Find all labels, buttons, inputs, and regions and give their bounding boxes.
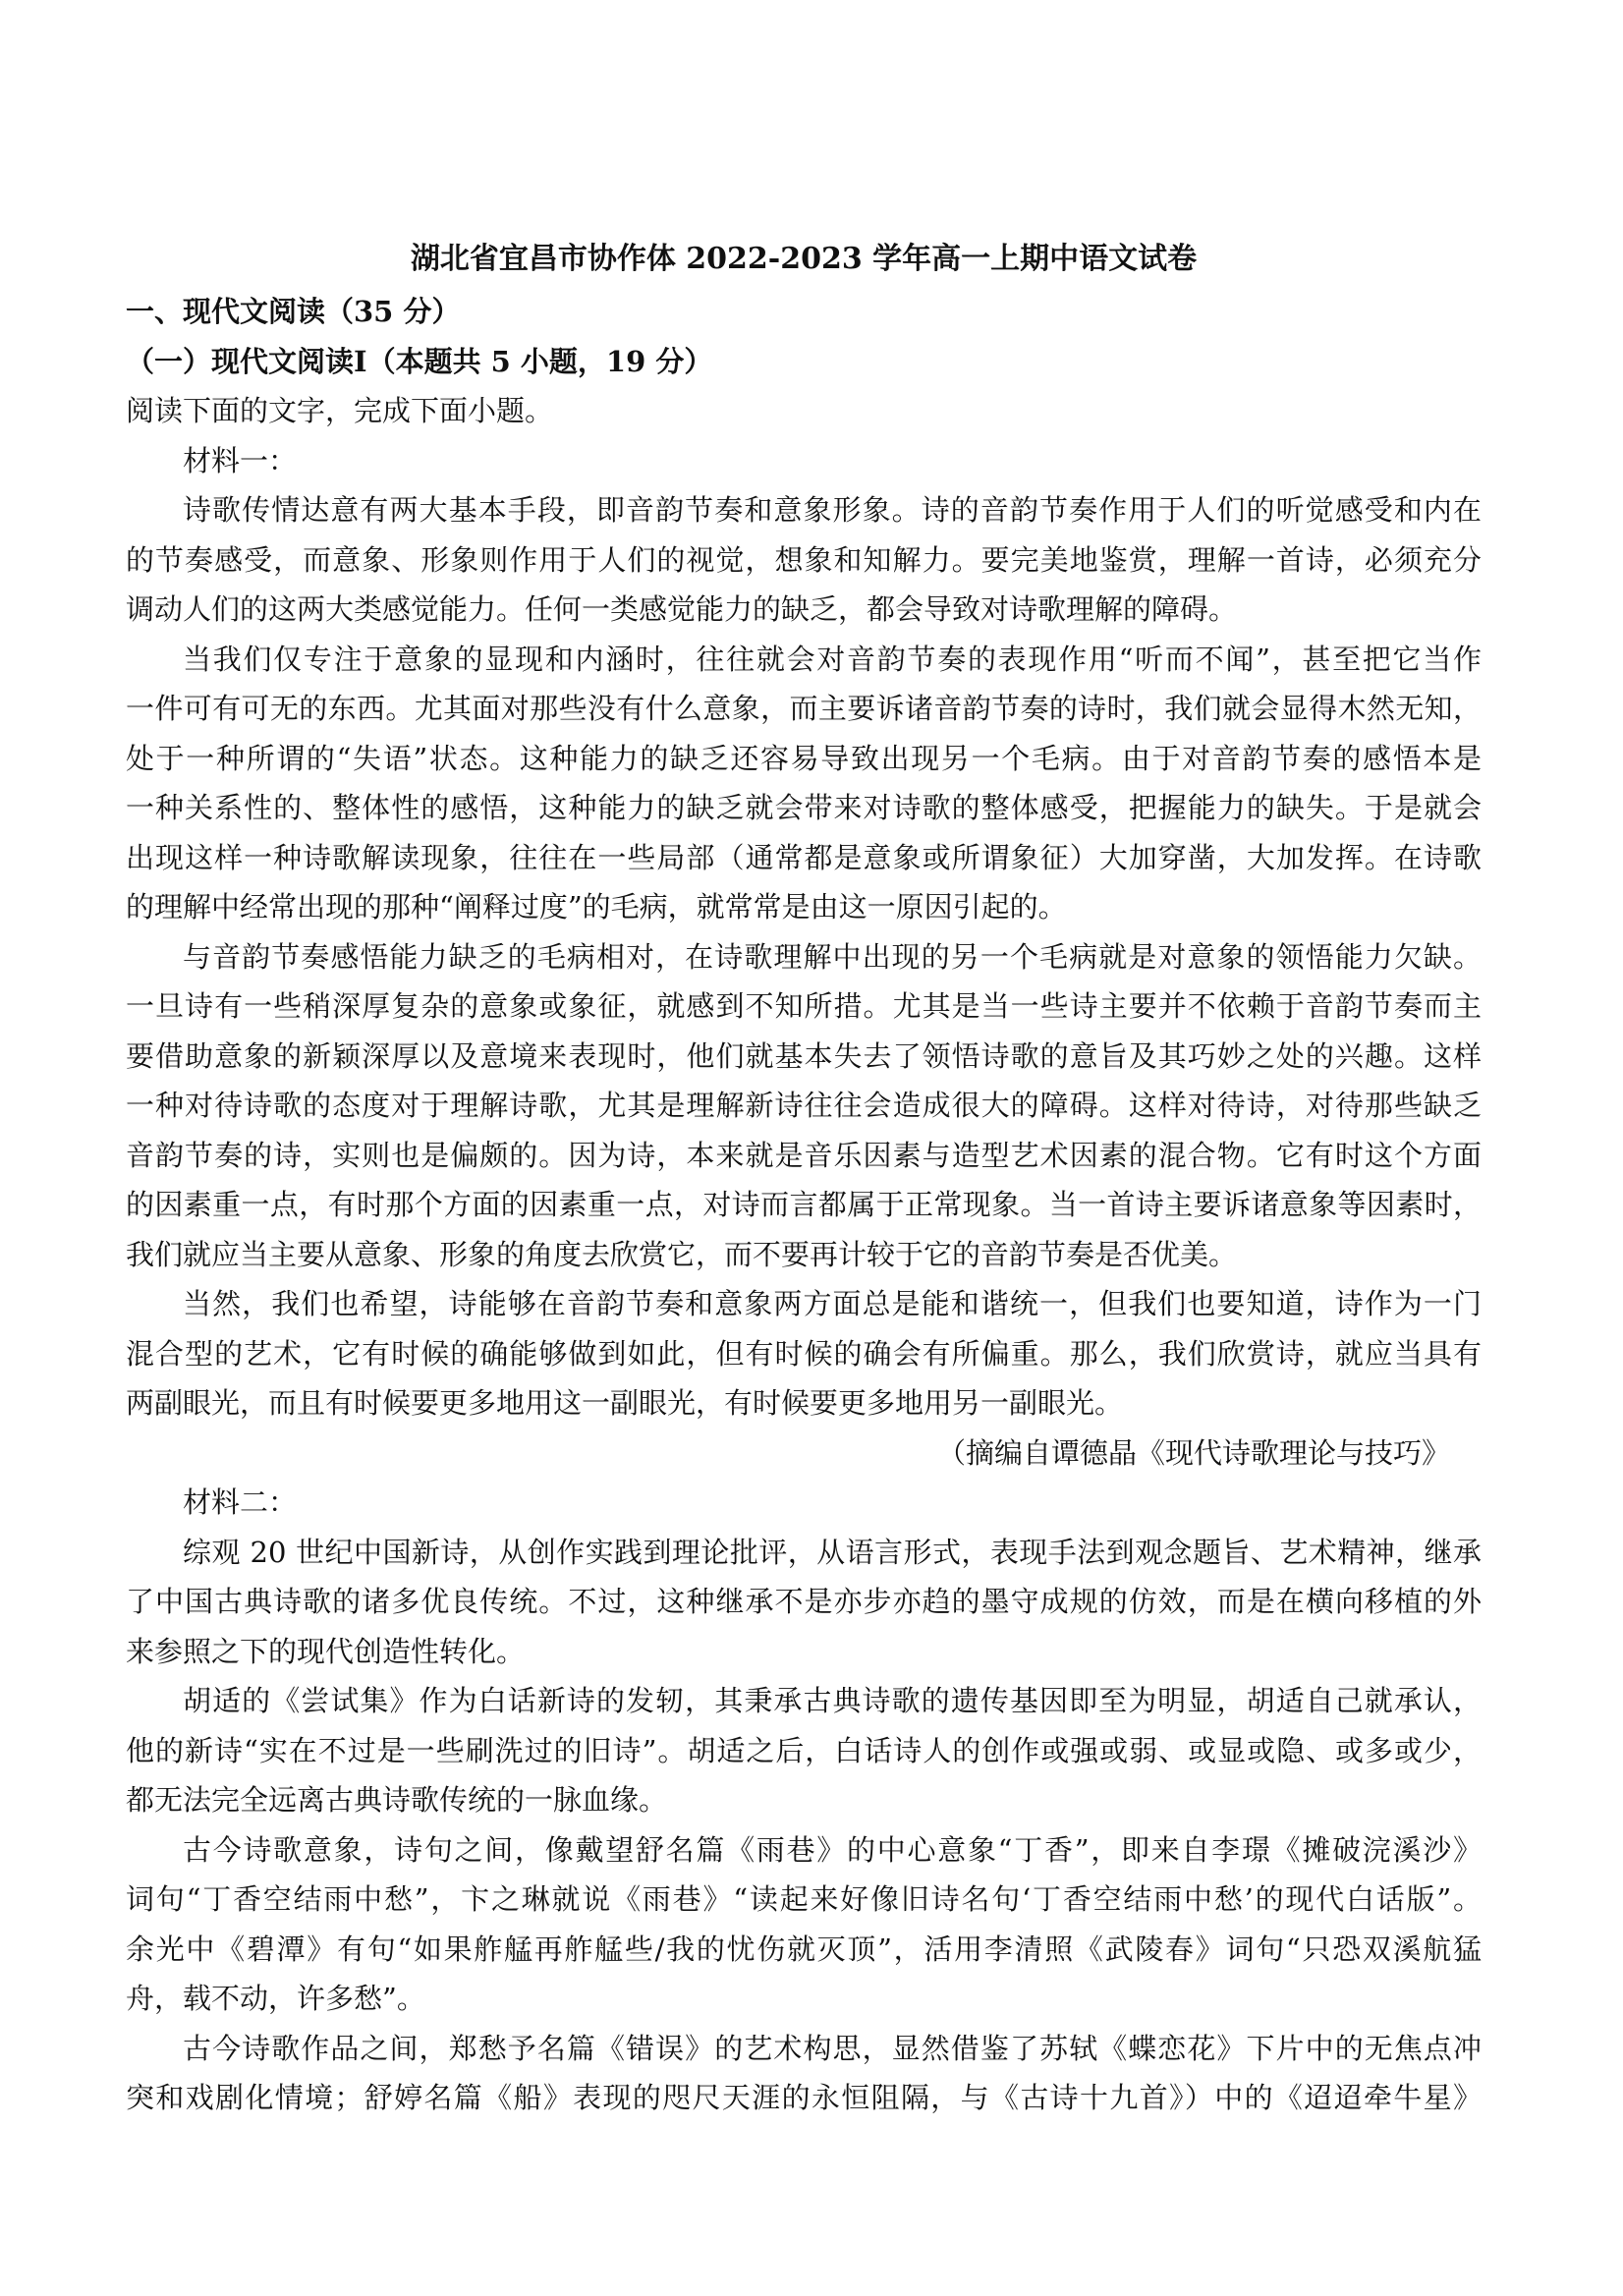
material-2-label: 材料二： [183,1485,298,1519]
material-2-line: 词句“丁香空结雨中愁”，卞之琳就说《雨巷》“读起来好像旧诗名句‘丁香空结雨中愁’的现代白话版”。 [126,1882,1482,1916]
material-1-line: 当然，我们也希望，诗能够在音韵节奏和意象两方面总是能和谐统一，但我们也要知道，诗作为一门 [183,1287,1482,1320]
material-2-line: 古今诗歌意象，诗句之间，像戴望舒名篇《雨巷》的中心意象“丁香”，即来自李璟《摊破浣溪沙》 [183,1832,1482,1867]
material-2-line: 了中国古典诗歌的诸多优良传统。不过，这种继承不是亦步亦趋的墨守成规的仿效，而是在横向移植的外 [126,1585,1482,1618]
document-title: 湖北省宜昌市协作体 2022-2023 学年高一上期中语文试卷 [410,242,1198,276]
material-1-line: 的因素重一点，有时那个方面的因素重一点，对诗而言都属于正常现象。当一首诗主要诉诸意象等因素时， [126,1188,1482,1221]
material-1-line: 的理解中经常出现的那种“阐释过度”的毛病，就常常是由这一原因引起的。 [126,890,1067,924]
instruction-text: 阅读下面的文字，完成下面小题。 [126,394,554,427]
material-1-line: 要借助意象的新颖深厚以及意境来表现时，他们就基本失去了领悟诗歌的意旨及其巧妙之处的兴趣。这样 [126,1038,1482,1073]
section-heading: 一、现代文阅读（35 分） [126,295,461,328]
material-1-line: 一种对待诗歌的态度对于理解诗歌，尤其是理解新诗往往会造成很大的障碍。这样对待诗，对待那些缺乏 [126,1089,1482,1122]
material-1-line: 一旦诗有一些稍深厚复杂的意象或象征，就感到不知所措。尤其是当一些诗主要并不依赖于音韵节奏而主 [126,989,1482,1023]
material-2-line: 都无法完全远离古典诗歌传统的一脉血缘。 [126,1783,668,1817]
material-1-line: 诗歌传情达意有两大基本手段，即音韵节奏和意象形象。诗的音韵节奏作用于人们的听觉感受和内在 [183,493,1482,527]
material-1-line: 调动人们的这两大类感觉能力。任何一类感觉能力的缺乏，都会导致对诗歌理解的障碍。 [126,592,1238,626]
material-2-line: 胡适的《尝试集》作为白话新诗的发轫，其秉承古典诗歌的遗传基因即至为明显，胡适自己就承认， [183,1684,1482,1717]
material-1-line: 与音韵节奏感悟能力缺乏的毛病相对，在诗歌理解中出现的另一个毛病就是对意象的领悟能力欠缺。 [183,939,1482,974]
material-2-line: 舟，载不动，许多愁”。 [126,1982,425,2015]
material-1-line: 一种关系性的、整体性的感悟，这种能力的缺乏就会带来对诗歌的整体感受，把握能力的缺失。于是就会 [126,791,1482,824]
material-2-line: 综观 20 世纪中国新诗，从创作实践到理论批评，从语言形式，表现手法到观念题旨、艺术精神，继承 [183,1535,1482,1569]
material-2-line: 他的新诗“实在不过是一些刷洗过的旧诗”。胡适之后，白话诗人的创作或强或弱、或显或隐、或多或少， [126,1733,1482,1767]
material-1-line: 处于一种所谓的“失语”状态。这种能力的缺乏还容易导致出现另一个毛病。由于对音韵节奏的感悟本是 [126,741,1482,775]
material-2-line: 突和戏剧化情境；舒婷名篇《船》表现的咫尺天涯的永恒阻隔，与《古诗十九首》）中的《迢迢牵牛星》 [126,2081,1482,2114]
material-1-source: （摘编自谭德晶《现代诗歌理论与技巧》 [936,1435,1450,1470]
material-2-line: 余光中《碧潭》有句“如果舴艋再舴艋些/我的忧伤就灭顶”，活用李清照《武陵春》词句“只恐双溪航猛 [126,1932,1482,1966]
material-1-line: 出现这样一种诗歌解读现象，往往在一些局部（通常都是意象或所谓象征）大加穿凿，大加发挥。在诗歌 [126,840,1482,874]
material-2-line: 古今诗歌作品之间，郑愁予名篇《错误》的艺术构思，显然借鉴了苏轼《蝶恋花》下片中的无焦点冲 [183,2031,1482,2065]
subsection-heading: （一）现代文阅读Ⅰ（本题共 5 小题，19 分） [126,344,713,378]
material-1-line: 我们就应当主要从意象、形象的角度去欣赏它，而不要再计较于它的音韵节奏是否优美。 [126,1237,1238,1271]
material-1-line: 的节奏感受，而意象、形象则作用于人们的视觉，想象和知解力。要完美地鉴赏，理解一首诗，必须充分 [126,542,1482,577]
material-1-line: 当我们仅专注于意象的显现和内涵时，往往就会对音韵节奏的表现作用“听而不闻”，甚至把它当作 [183,642,1482,676]
material-1-label: 材料一： [183,443,298,477]
material-1-line: 一件可有可无的东西。尤其面对那些没有什么意象，而主要诉诸音韵节奏的诗时，我们就会显得木然无知， [126,692,1482,725]
material-1-line: 两副眼光，而且有时候要更多地用这一副眼光，有时候要更多地用另一副眼光。 [126,1386,1124,1420]
material-1-line: 音韵节奏的诗，实则也是偏颇的。因为诗，本来就是音乐因素与造型艺术因素的混合物。它有时这个方面 [126,1138,1482,1172]
material-1-line: 混合型的艺术，它有时候的确能够做到如此，但有时候的确会有所偏重。那么，我们欣赏诗，就应当具有 [126,1336,1482,1371]
material-2-line: 来参照之下的现代创造性转化。 [126,1634,526,1668]
document-page [126,232,1482,2123]
